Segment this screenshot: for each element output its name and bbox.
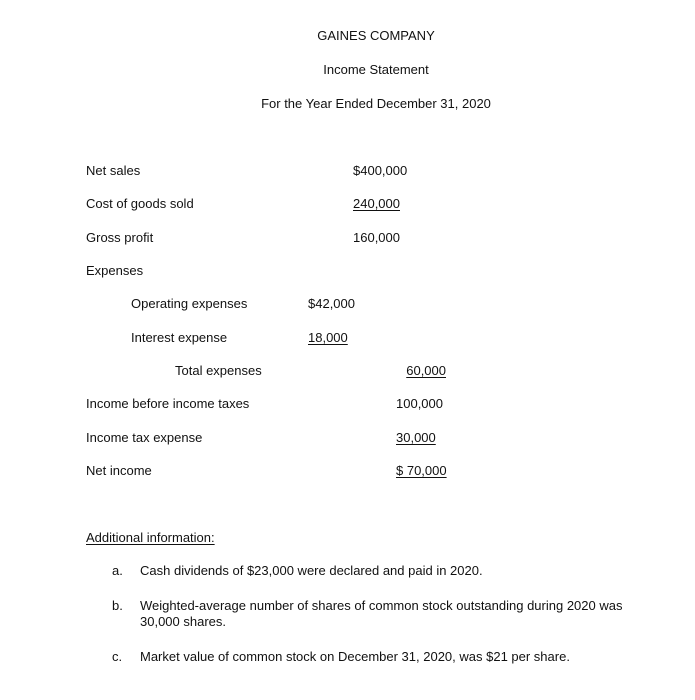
list-item-line-2: 30,000 shares. — [140, 614, 227, 629]
income-tax-expense-label: Income tax expense — [86, 430, 203, 445]
operating-expenses-amount: $42,000 — [308, 296, 355, 311]
statement-title: Income Statement — [323, 62, 429, 77]
additional-info-heading: Additional information: — [86, 530, 215, 545]
net-income-amount: $ 70,000 — [396, 463, 447, 478]
net-sales-label: Net sales — [86, 163, 141, 178]
cogs-amount: 240,000 — [353, 196, 400, 211]
total-expenses-amount: 60,000 — [406, 363, 446, 378]
gross-profit-amount: 160,000 — [353, 230, 400, 245]
company-name: GAINES COMPANY — [317, 28, 435, 43]
list-marker: b. — [112, 598, 123, 613]
interest-expense-label: Interest expense — [131, 330, 228, 345]
gross-profit-label: Gross profit — [86, 230, 154, 245]
income-before-taxes-amount: 100,000 — [396, 396, 443, 411]
interest-expense-amount: 18,000 — [308, 330, 348, 345]
operating-expenses-label: Operating expenses — [131, 296, 248, 311]
list-item-line-1: Weighted-average number of shares of common stock outstanding during 2020 was — [140, 598, 623, 613]
expenses-heading: Expenses — [86, 263, 144, 278]
income-before-taxes-label: Income before income taxes — [86, 396, 250, 411]
list-item: Market value of common stock on December 31, 2020, was $21 per share. — [140, 649, 570, 664]
list-marker: a. — [112, 563, 123, 578]
list-marker: c. — [112, 649, 123, 664]
cogs-label: Cost of goods sold — [86, 196, 194, 211]
income-tax-expense-amount: 30,000 — [396, 430, 436, 445]
total-expenses-label: Total expenses — [175, 363, 262, 378]
net-income-label: Net income — [86, 463, 152, 478]
statement-period: For the Year Ended December 31, 2020 — [261, 96, 491, 111]
list-item: Cash dividends of $23,000 were declared and paid in 2020. — [140, 563, 483, 578]
net-sales-amount: $400,000 — [353, 163, 408, 178]
